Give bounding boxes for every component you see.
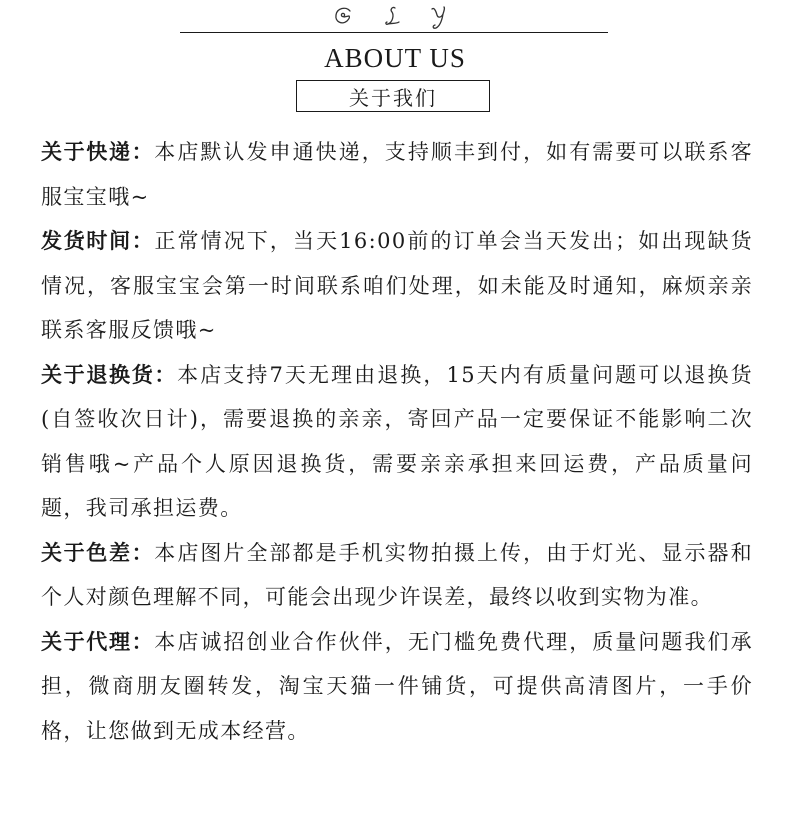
- subtitle-box: [296, 80, 490, 112]
- section-text: 本店支持7天无理由退换，15天内有质量问题可以退换货(自签收次日计)，需要退换的亲亲，寄回产品一定要保证不能影响二次销售哦~产品个人原因退换货，需要亲亲承担来回运费，产品质量问题，我司承担运费。: [41, 362, 754, 520]
- section-agency: [41, 620, 753, 754]
- section-returns: [41, 353, 753, 531]
- section-text: 本店图片全部都是手机实物拍摄上传，由于灯光、显示器和个人对颜色理解不同，可能会出现少许误差，最终以收到实物为准。: [41, 540, 753, 609]
- subtitle-text: 关于我们: [349, 85, 437, 110]
- section-text: 本店诚招创业合作伙伴，无门槛免费代理，质量问题我们承担，微商朋友圈转发，淘宝天猫一件铺货，可提供高清图片，一手价格，让您做到无成本经营。: [41, 629, 753, 743]
- section-text: 本店默认发申通快递，支持顺丰到付，如有需要可以联系客服宝宝哦~: [41, 140, 753, 209]
- section-text: 正常情况下，当天16:00前的订单会当天发出；如出现缺货情况，客服宝宝会第一时间联系咱们处理，如未能及时通知，麻烦亲亲联系客服反馈哦~: [41, 229, 754, 342]
- section-label: 关于色差：: [41, 540, 155, 565]
- store-policy-content: [41, 130, 753, 753]
- section-label: 关于代理：: [41, 629, 155, 654]
- page-title: ABOUT US: [324, 43, 466, 73]
- section-color-difference: [41, 531, 753, 620]
- section-delivery-time: [41, 219, 753, 353]
- header-divider: [180, 32, 608, 33]
- section-shipping: [41, 130, 753, 219]
- brand-logo: [0, 2, 790, 32]
- section-label: 关于快递：: [41, 140, 155, 164]
- section-label: 关于退换货：: [41, 362, 178, 387]
- section-label: 发货时间：: [41, 229, 155, 253]
- gly-script-logo-icon: [320, 2, 470, 32]
